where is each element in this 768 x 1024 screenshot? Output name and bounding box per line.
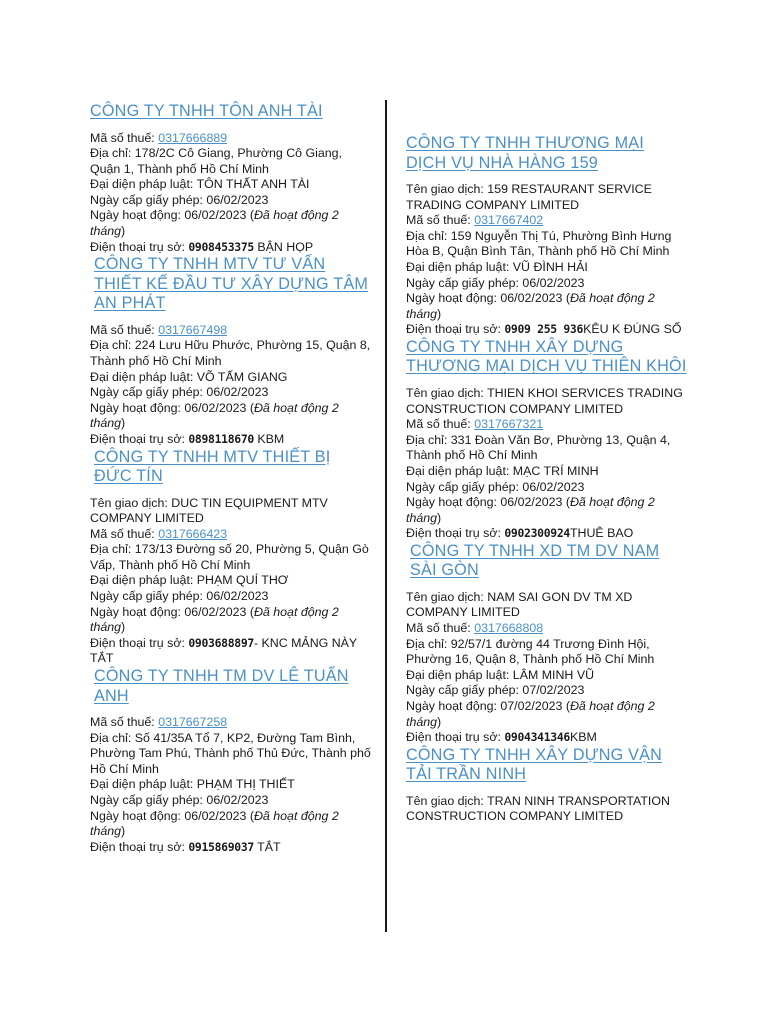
trade-line: Tên giao dịch: DUC TIN EQUIPMENT MTV COMPANY LIMITED [90, 495, 328, 526]
rep-line: Đại diện pháp luật: VŨ ĐÌNH HẢI [406, 259, 588, 274]
company-name[interactable]: CÔNG TY TNHH XD TM DV NAM SÀI GÒN [410, 541, 660, 580]
phone-number: 0902300924 [504, 526, 570, 541]
trade-line: Tên giao dịch: 159 RESTAURANT SERVICE TRADING COMPANY LIMITED [406, 182, 652, 212]
company-name[interactable]: CÔNG TY TNHH TÔN ANH TÀI [90, 102, 323, 120]
company-card [406, 542, 688, 746]
company-card [90, 102, 372, 255]
active-line: Ngày hoạt động: 06/02/2023 (Đã hoạt động 2 tháng) [406, 291, 655, 321]
license-line: Ngày cấp giấy phép: 06/02/2023 [90, 589, 269, 604]
right-column [406, 0, 688, 825]
phone-number: 0898118670 [188, 431, 254, 446]
phone-line: Điện thoại trụ sở: 0915869037 TẮT [90, 839, 281, 854]
phone-line: Điện thoại trụ sở: 0909 255 936KÊU K ĐÚNG SỐ [406, 322, 682, 337]
active-line: Ngày hoạt động: 06/02/2023 (Đã hoạt động 2 tháng) [90, 208, 339, 239]
license-line: Ngày cấp giấy phép: 06/02/2023 [90, 793, 269, 807]
active-line: Ngày hoạt động: 07/02/2023 (Đã hoạt động 2 tháng) [406, 699, 655, 729]
company-name[interactable]: CÔNG TY TNHH XÂY DỰNG VẬN TẢI TRẦN NINH [406, 745, 662, 784]
tax-code-link[interactable]: 0317667258 [158, 715, 228, 730]
license-line: Ngày cấp giấy phép: 06/02/2023 [90, 192, 269, 207]
company-card [90, 255, 372, 447]
rep-line: Đại diện pháp luật: MẠC TRÍ MINH [406, 463, 599, 478]
company-card [406, 134, 688, 338]
phone-number: 0903688897 [188, 635, 254, 650]
tax-line: Mã số thuế: 0317667402 [406, 213, 544, 228]
phone-line: Điện thoại trụ sở: 0904341346KBM [406, 730, 597, 745]
address-line: Địa chỉ: Số 41/35A Tổ 7, KP2, Đường Tam Bình, Phường Tam Phú, Thành phố Thủ Đức, Thành phố Hồ Chí Minh [90, 730, 371, 776]
tax-line: Mã số thuế: 0317667258 [90, 715, 228, 730]
phone-line: Điện thoại trụ sở: 0902300924THUÊ BAO [406, 526, 634, 541]
phone-line: Điện thoại trụ sở: 0903688897- KNC MẢNG NÀY TẮT [90, 635, 357, 666]
address-line: Địa chỉ: 224 Lưu Hữu Phước, Phường 15, Quận 8, Thành phố Hồ Chí Minh [90, 338, 371, 368]
active-line: Ngày hoạt động: 06/02/2023 (Đã hoạt động 2 tháng) [90, 808, 339, 839]
trade-line: Tên giao dịch: TRAN NINH TRANSPORTATION CONSTRUCTION COMPANY LIMITED [406, 793, 670, 824]
rep-line: Đại diện pháp luật: PHẠM THỊ THIẾT [90, 777, 295, 792]
active-line: Ngày hoạt động: 06/02/2023 (Đã hoạt động 2 tháng) [90, 604, 339, 635]
phone-note: TẮT [253, 839, 281, 854]
address-line: Địa chỉ: 92/57/1 đường 44 Trương Đình Hội, Phường 16, Quận 8, Thành phố Hồ Chí Minh [406, 636, 655, 667]
license-line: Ngày cấp giấy phép: 06/02/2023 [90, 385, 269, 400]
trade-line: Tên giao dịch: NAM SAI GON DV TM XD COMPANY LIMITED [406, 589, 633, 620]
tax-code-link[interactable]: 0317666889 [158, 130, 228, 145]
left-column [90, 0, 372, 855]
rep-line: Đại diện pháp luật: VÕ TẤM GIANG [90, 369, 288, 384]
phone-number: 0909 255 936 [504, 322, 584, 337]
rep-line: Đại diện pháp luật: TÔN THẤT ANH TÀI [90, 177, 310, 192]
active-line: Ngày hoạt động: 06/02/2023 (Đã hoạt động 2 tháng) [90, 400, 339, 431]
tax-code-link[interactable]: 0317666423 [158, 526, 228, 541]
license-line: Ngày cấp giấy phép: 06/02/2023 [406, 479, 585, 494]
company-card [90, 448, 372, 668]
rep-line: Đại diện pháp luật: PHẠM QUÍ THƠ [90, 573, 289, 588]
company-name[interactable]: CÔNG TY TNHH TM DV LÊ TUẤN ANH [94, 667, 349, 705]
company-card [406, 746, 688, 825]
trade-line: Tên giao dịch: THIEN KHOI SERVICES TRADING CONSTRUCTION COMPANY LIMITED [406, 385, 683, 416]
address-line: Địa chỉ: 331 Đoàn Văn Bơ, Phường 13, Quận 4, Thành phố Hồ Chí Minh [406, 432, 671, 463]
company-name[interactable]: CÔNG TY TNHH THƯƠNG MẠI DỊCH VỤ NHÀ HÀNG 159 [406, 134, 644, 172]
tax-line: Mã số thuế: 0317666889 [90, 130, 228, 145]
address-line: Địa chỉ: 173/13 Đường số 20, Phường 5, Quận Gò Vấp, Thành phố Hồ Chí Minh [90, 542, 369, 572]
tax-code-link[interactable]: 0317667321 [474, 417, 544, 432]
tax-code-link[interactable]: 0317668808 [474, 621, 544, 636]
license-line: Ngày cấp giấy phép: 06/02/2023 [406, 275, 585, 290]
phone-number: 0915869037 [188, 839, 254, 854]
phone-number: 0904341346 [504, 730, 570, 745]
tax-line: Mã số thuế: 0317667321 [406, 417, 544, 432]
tax-line: Mã số thuế: 0317668808 [406, 621, 544, 636]
phone-note: KÊU K ĐÚNG SỐ [583, 322, 682, 337]
license-line: Ngày cấp giấy phép: 07/02/2023 [406, 683, 585, 698]
company-name[interactable]: CÔNG TY TNHH MTV THIẾT BỊ ĐỨC TÍN [94, 447, 331, 485]
tax-line: Mã số thuế: 0317666423 [90, 526, 228, 541]
phone-line: Điện thoại trụ sở: 0908453375 BẬN HỌP [90, 239, 314, 254]
phone-note: BẬN HỌP [253, 239, 314, 254]
phone-note: KBM [569, 730, 597, 745]
rep-line: Đại diện pháp luật: LÂM MINH VŨ [406, 667, 595, 682]
company-name[interactable]: CÔNG TY TNHH XÂY DỰNG THƯƠNG MẠI DỊCH VỤ THIÊN KHÔI [406, 337, 687, 376]
phone-number: 0908453375 [188, 239, 254, 254]
active-line: Ngày hoạt động: 06/02/2023 (Đã hoạt động 2 tháng) [406, 495, 655, 525]
company-name[interactable]: CÔNG TY TNHH MTV TƯ VẤN THIẾT KẾ ĐẦU TƯ XÂY DỰNG TÂM AN PHÁT [94, 255, 369, 313]
phone-line: Điện thoại trụ sở: 0898118670 KBM [90, 431, 285, 446]
company-card [406, 338, 688, 542]
phone-note: KBM [253, 431, 285, 446]
address-line: Địa chỉ: 159 Nguyễn Thị Tú, Phường Bình Hưng Hòa B, Quận Bình Tân, Thành phố Hồ Chí Minh [406, 228, 672, 259]
tax-line: Mã số thuế: 0317667498 [90, 322, 228, 337]
tax-code-link[interactable]: 0317667498 [158, 322, 228, 337]
column-divider [385, 100, 387, 932]
address-line: Địa chỉ: 178/2C Cô Giang, Phường Cô Giang, Quận 1, Thành phố Hồ Chí Minh [90, 146, 342, 176]
phone-note: THUÊ BAO [569, 526, 634, 541]
company-card [90, 667, 372, 855]
tax-code-link[interactable]: 0317667402 [474, 213, 544, 228]
phone-note: - KNC MẢNG NÀY TẮT [90, 635, 357, 666]
